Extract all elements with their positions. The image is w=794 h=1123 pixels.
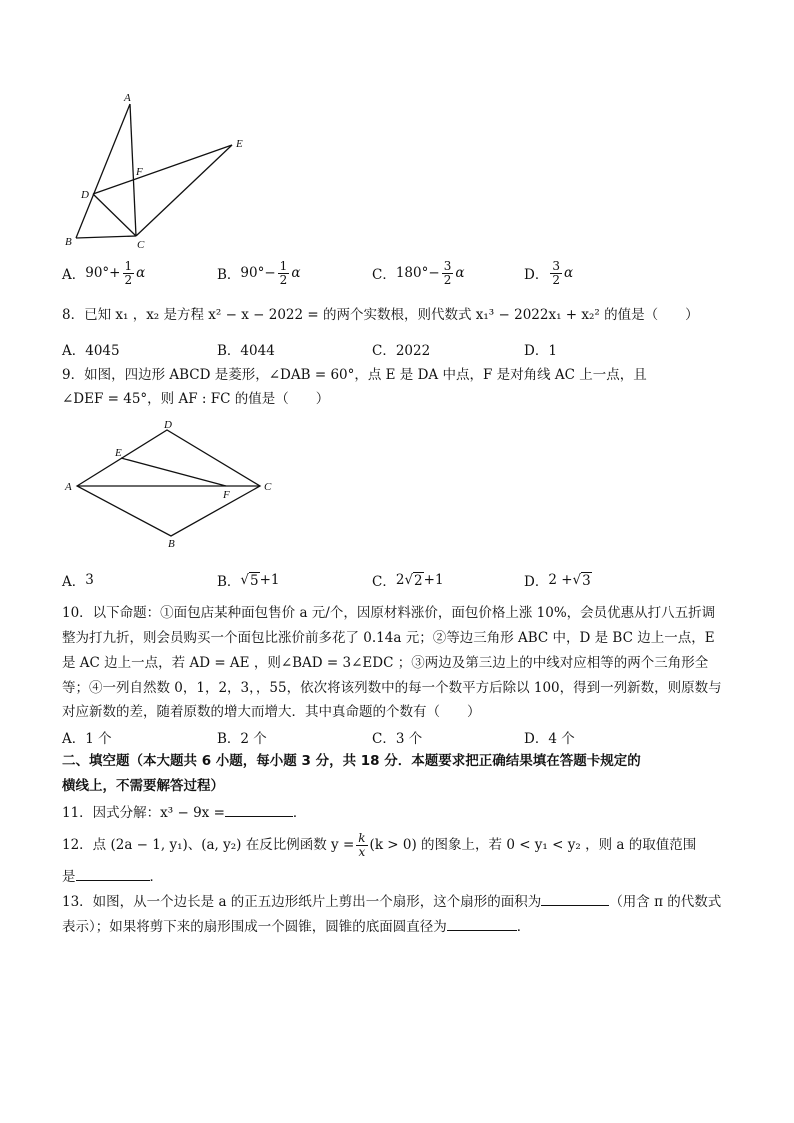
- segment-ec: [136, 145, 232, 236]
- q8-option-b[interactable]: B．4044: [217, 343, 275, 359]
- q8-stem: 8．已知 x₁ ，x₂ 是方程 x² − x − 2022 = 的两个实数根，则代数式 x₁³ − 2022x₁ + x₂² 的值是（ ）: [62, 307, 699, 323]
- q10-options: [62, 722, 742, 752]
- label-d: D: [164, 419, 172, 431]
- sqrt-sign: √: [404, 572, 414, 588]
- figure-q9-rhombus: [60, 416, 290, 551]
- q9-stem-line2: ∠DEF = 45°，则 AF : FC 的值是（ ）: [62, 391, 330, 407]
- q10-option-b[interactable]: B．2 个: [217, 731, 267, 747]
- q8-option-c[interactable]: C．2022: [372, 343, 431, 359]
- q13-stem-line1: 13．如图，从一个边长是 a 的正五边形纸片上剪出一个扇形，这个扇形的面积为 （用含 π 的代数式: [62, 891, 742, 913]
- label-f: F: [223, 489, 230, 501]
- segment-ef: [121, 458, 226, 486]
- label-a: A: [65, 481, 72, 493]
- fraction-k-over-x: $\frac{k}{x}$: [358, 830, 366, 859]
- label-f: F: [136, 166, 143, 178]
- sqrt-sign: √: [572, 572, 582, 588]
- q10-stem-line5: 对应新数的差，随着原数的增大而增大．其中真命题的个数有（ ）: [62, 704, 481, 720]
- q10-stem-line2: 整为打九折，则会员购买一个面包比涨价前多花了 0.14a 元；②等边三角形 ABC 中，D 是 BC 边上一点，E: [62, 630, 715, 646]
- label-d: D: [81, 189, 89, 201]
- fraction: $\frac{3}{2}$: [552, 258, 560, 287]
- fraction: $\frac{1}{2}$: [279, 258, 288, 287]
- rhombus-abcd: [77, 430, 260, 536]
- q9-option-d[interactable]: D． 2 + √ 3: [524, 572, 591, 590]
- sqrt-sign: √: [240, 572, 250, 588]
- q10-option-c[interactable]: C．3 个: [372, 731, 423, 747]
- q11-answer-blank[interactable]: [225, 802, 293, 817]
- q9-options: [62, 565, 742, 595]
- label-e: E: [115, 447, 122, 459]
- section-heading: 二、填空题（本大题共 6 小题，每小题 3 分，共 18 分．本题要求把正确结果填在答题卡规定的: [62, 753, 641, 769]
- q13-stem-line2: 表示）；如果将剪下来的扇形围成一个圆锥，圆锥的底面圆直径为 ．: [62, 916, 742, 938]
- q12-answer-blank[interactable]: [76, 866, 150, 881]
- q9-option-b[interactable]: B． √ 5 +1: [217, 572, 280, 590]
- label-a: A: [124, 92, 131, 104]
- q11-stem: 11．因式分解：x³ − 9x = ．: [62, 802, 742, 824]
- segment-bc: [76, 236, 136, 238]
- label-c: C: [264, 481, 272, 493]
- section-heading-line2: 横线上，不需要解答过程）: [62, 778, 224, 794]
- label-b: B: [168, 538, 175, 550]
- q9-option-c[interactable]: C． 2 √ 2 +1: [372, 572, 444, 590]
- q8-options: [62, 334, 742, 364]
- q13-answer-blank-area[interactable]: [541, 891, 609, 906]
- q9-option-a[interactable]: A． 3: [62, 572, 94, 590]
- label-b: B: [65, 236, 72, 248]
- q10-stem-line4: 等；④一列自然数 0，1，2，3，，55，依次将该列数中的每一个数平方后除以 100，得到一列新数，则原数与: [62, 680, 722, 696]
- label-e: E: [236, 138, 243, 150]
- q10-stem-line1: 10．以下命题：①面包店某种面包售价 a 元/个，因原材料涨价，面包价格上涨 10%，会员优惠从打八五折调: [62, 605, 716, 621]
- q7-option-b[interactable]: B． 90°− $\frac{1}{2}$ α: [217, 258, 301, 287]
- q7-option-c[interactable]: C． 180°− $\frac{3}{2}$ α: [372, 258, 465, 287]
- q7-option-d[interactable]: D． $\frac{3}{2}$ α: [524, 258, 574, 287]
- q8-option-d[interactable]: D．1: [524, 343, 557, 359]
- segment-de: [93, 145, 232, 194]
- q10-option-a[interactable]: A．1 个: [62, 731, 112, 747]
- q12-stem-line1: 12．点 (2a − 1, y₁)、(a, y₂) 在反比例函数 y = $\frac{k}{x}$ (k > 0) 的图象上，若 0 < y₁ < y₂ ，则 a 的取值范围: [62, 830, 697, 859]
- q12-stem-line2: 是 ．: [62, 866, 742, 888]
- q7-option-a[interactable]: A． 90°+ $\frac{1}{2}$ α: [62, 258, 146, 287]
- fraction: $\frac{3}{2}$: [443, 258, 452, 287]
- segment-dc: [93, 194, 136, 236]
- q7-options: [62, 258, 742, 288]
- label-c: C: [137, 239, 145, 251]
- figure-q7: [60, 90, 260, 255]
- q8-option-a[interactable]: A．4045: [62, 343, 120, 359]
- q10-option-d[interactable]: D．4 个: [524, 731, 575, 747]
- q9-stem-line1: 9．如图，四边形 ABCD 是菱形，∠DAB = 60°，点 E 是 DA 中点，F 是对角线 AC 上一点，且: [62, 367, 647, 383]
- q13-answer-blank-diameter[interactable]: [447, 916, 517, 931]
- q10-stem-line3: 是 AC 边上一点，若 AD = AE ，则∠BAD = 3∠EDC ；③两边及第三边上的中线对应相等的两个三角形全: [62, 655, 709, 671]
- fraction: $\frac{1}{2}$: [124, 258, 133, 287]
- segment-ab: [76, 104, 130, 238]
